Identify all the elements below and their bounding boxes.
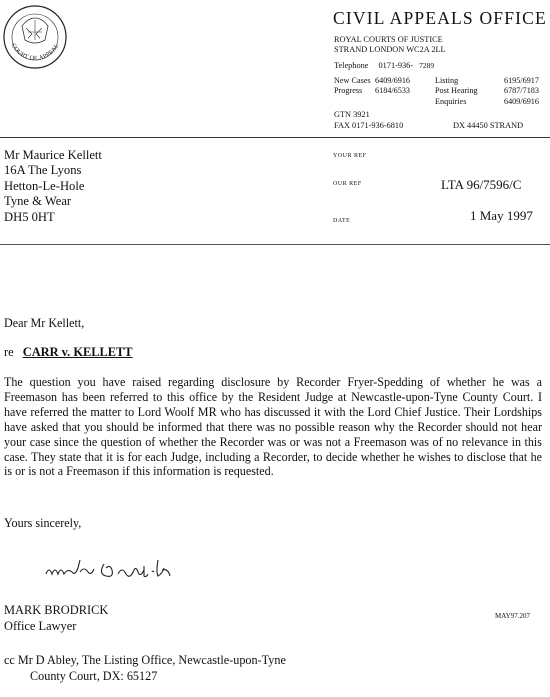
gtn-number: GTN 3921 — [334, 110, 370, 119]
handwritten-signature — [40, 552, 190, 586]
address-line-1: ROYAL COURTS OF JUSTICE — [334, 35, 443, 44]
cc-line-2: County Court, DX: 65127 — [30, 669, 158, 683]
contact-label: Post Hearing — [435, 86, 478, 96]
right-contacts-table — [435, 76, 539, 107]
contact-label: Enquiries — [435, 96, 467, 106]
your-ref-label: YOUR REF — [333, 153, 367, 159]
fax-number: FAX 0171-936-6810 — [334, 121, 404, 130]
left-contacts-table — [334, 76, 410, 97]
contact-value: 6195/6917 — [503, 76, 539, 85]
contact-value: 6787/7183 — [503, 86, 539, 96]
contact-label: Progress — [334, 86, 363, 96]
address-line: Hetton-Le-Hole — [4, 178, 85, 193]
salutation: Dear Mr Kellett, — [4, 316, 85, 330]
contact-label: Listing — [435, 76, 459, 85]
telephone-value: 0171-936- — [378, 61, 414, 70]
address-line: Mr Maurice Kellett — [4, 148, 102, 162]
contact-value: 6184/6533 — [375, 86, 411, 96]
date-label: DATE — [333, 218, 351, 224]
header-divider — [0, 137, 550, 138]
contact-row — [435, 97, 539, 107]
telephone-row — [334, 61, 434, 72]
form-code: MAY97.207 — [495, 612, 530, 620]
date-value: 1 May 1997 — [470, 208, 533, 223]
re-subject: CARR v. KELLETT — [22, 345, 133, 359]
re-line — [4, 345, 133, 360]
contact-value: 6409/6916 — [503, 96, 539, 106]
recipient-address — [4, 148, 102, 225]
dx-number: DX 44450 STRAND — [453, 121, 524, 130]
court-of-appeal-seal — [2, 4, 68, 70]
re-label: re — [4, 345, 14, 359]
address-line: DH5 0HT — [4, 209, 55, 224]
contact-value: 6409/6916 — [375, 76, 411, 85]
contact-label: New Cases — [334, 76, 371, 85]
signer-title: Office Lawyer — [4, 619, 77, 633]
svg-text:COURT OF APPEAL — [10, 42, 61, 62]
seal-text: COURT OF APPEAL — [9, 42, 61, 63]
cc-line-1: cc Mr D Abley, The Listing Office, Newcastle-upon-Tyne — [4, 653, 286, 667]
signer-name: MARK BRODRICK — [4, 603, 109, 617]
our-ref-label: OUR REF — [333, 181, 362, 187]
closing: Yours sincerely, — [4, 516, 82, 530]
telephone-label: Telephone — [334, 61, 369, 70]
letter-body: The question you have raised regarding disclosure by Recorder Fryer-Spedding of whether he was a Freemason has been referred to this office by the Resident Judge at Newcastle-upon-Tyne County Court. I have referred the matter to Lord Woolf MR who has discussed it with the Lord Chief Justice. Their Lordships have asked that you should be informed that there was no possible reason why the Recorder should not hear your case since the question of whether the Recorder was or was not a Freemason was of no relevance in this case. They state that it is for each Judge, including a Recorder, to decide whether he wishes to disclose that he is or is not a Freemason if this information is requested. — [4, 375, 542, 479]
contact-row — [334, 86, 410, 96]
office-name: CIVIL APPEALS OFFICE — [333, 8, 547, 28]
address-line-2: STRAND LONDON WC2A 2LL — [334, 45, 446, 54]
contact-row — [435, 86, 539, 96]
contact-row — [334, 76, 410, 86]
contact-row — [435, 76, 539, 86]
address-divider — [0, 244, 550, 245]
address-line: 16A The Lyons — [4, 163, 82, 178]
our-ref-value: LTA 96/7596/C — [441, 177, 522, 192]
telephone-ext: 7289 — [419, 61, 435, 70]
address-line: Tyne & Wear — [4, 194, 72, 209]
